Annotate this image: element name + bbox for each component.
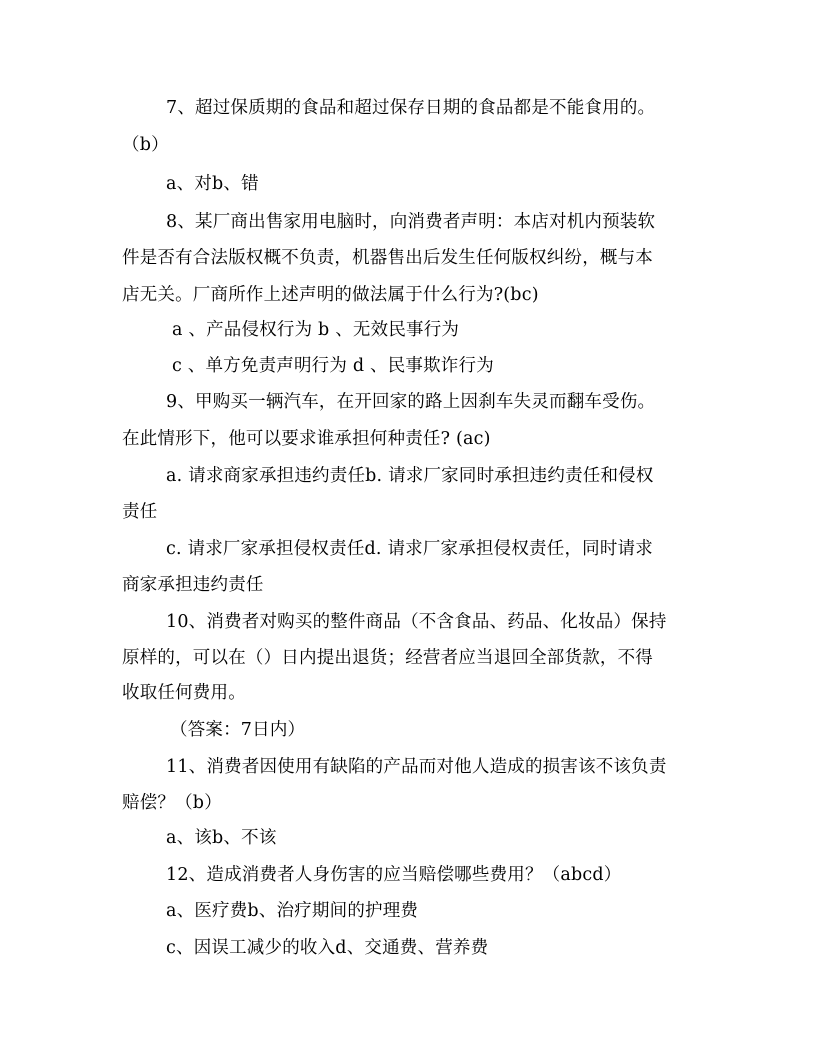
question-12-options-ab: a、医疗费b、治疗期间的护理费: [166, 901, 419, 921]
question-12-text: 12、造成消费者人身伤害的应当赔偿哪些费用？（abcd）: [166, 865, 622, 885]
question-10-answer: （答案：7日内）: [170, 720, 306, 740]
question-8-options-ab: a 、产品侵权行为 b 、无效民事行为: [172, 320, 460, 340]
question-11-text-line-1: 11、消费者因使用有缺陷的产品而对他人造成的损害该不该负责: [166, 757, 667, 777]
question-9-options-cd-line-2: 商家承担违约责任: [122, 575, 264, 595]
question-9-text-line-1: 9、甲购买一辆汽车，在开回家的路上因刹车失灵而翻车受伤。: [166, 392, 656, 412]
question-8-text-line-3: 店无关。厂商所作上述声明的做法属于什么行为?(bc): [122, 285, 539, 305]
question-12-options-cd: c、因误工减少的收入d、交通费、营养费: [166, 938, 489, 958]
question-7-options: a、对b、错: [166, 174, 259, 194]
question-10-text-line-1: 10、消费者对购买的整件商品（不含食品、药品、化妆品）保持: [166, 612, 667, 632]
question-7-text: 7、超过保质期的食品和超过保存日期的食品都是不能食用的。: [166, 98, 656, 118]
question-11-options: a、该b、不该: [166, 828, 277, 848]
question-9-options-cd-line-1: c. 请求厂家承担侵权责任d. 请求厂家承担侵权责任，同时请求: [166, 539, 653, 559]
question-7-answer: （b）: [122, 135, 169, 155]
question-10-text-line-2: 原样的，可以在（）日内提出退货；经营者应当退回全部货款，不得: [122, 648, 653, 668]
question-9-options-ab-line-2: 责任: [122, 502, 158, 522]
question-9-text-line-2: 在此情形下，他可以要求谁承担何种责任? (ac): [122, 429, 491, 449]
question-8-options-cd: c 、单方免责声明行为 d 、民事欺诈行为: [172, 356, 494, 376]
question-8-text-line-2: 件是否有合法版权概不负责，机器售出后发生任何版权纠纷，概与本: [122, 248, 653, 268]
question-9-options-ab-line-1: a. 请求商家承担违约责任b. 请求厂家同时承担违约责任和侵权: [166, 466, 654, 486]
question-11-text-line-2: 赔偿？（b）: [122, 793, 222, 813]
question-8-text-line-1: 8、某厂商出售家用电脑时，向消费者声明：本店对机内预装软: [166, 212, 656, 232]
question-10-text-line-3: 收取任何费用。: [122, 683, 246, 703]
